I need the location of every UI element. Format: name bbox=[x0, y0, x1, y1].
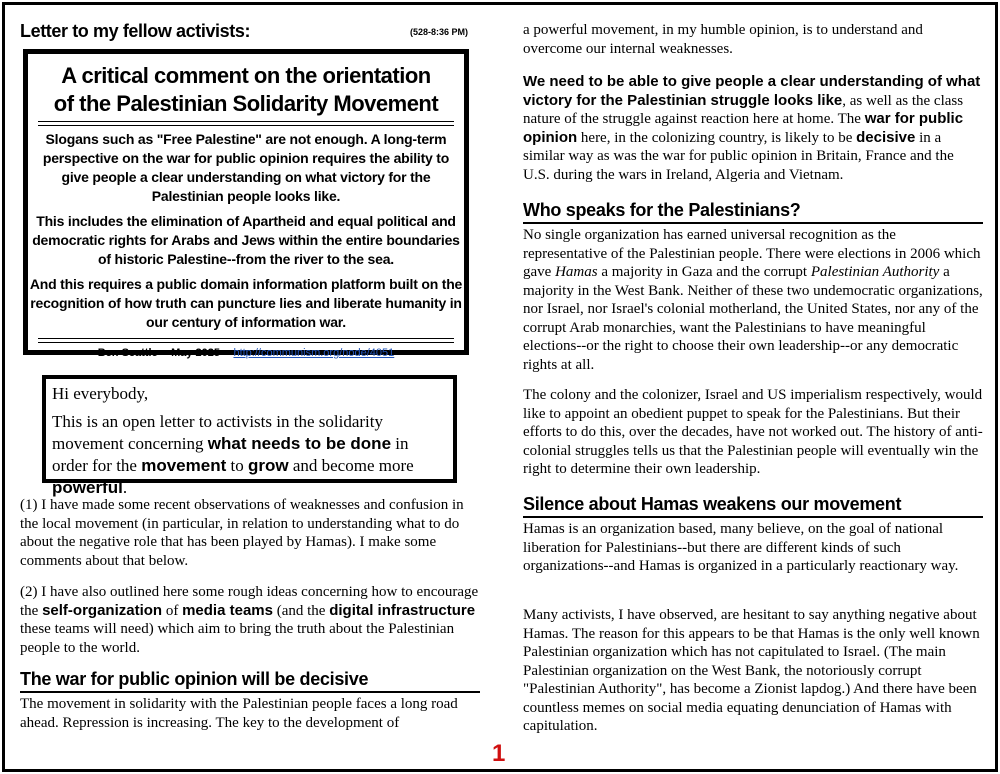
text-part: No single organization has earned universal recognition as the representative of the Palestinian people. There were elections in 2006 which gave bbox=[523, 227, 981, 280]
italic-part: Palestinian Authority bbox=[810, 264, 940, 280]
text-part: (2) I have also outlined here some rough ideas concerning how to encourage the bbox=[20, 584, 479, 619]
greeting: Hi everybody, bbox=[52, 384, 149, 403]
page-number: 1 bbox=[492, 740, 506, 767]
letter-title: Letter to my fellow activists: bbox=[20, 21, 251, 41]
signature-line bbox=[28, 347, 464, 359]
text-part: here, in the colonizing country, is likely to be bbox=[577, 129, 857, 146]
headline-divider-bottom bbox=[38, 338, 454, 343]
bold-part: decisive bbox=[856, 128, 916, 146]
bold-part: media teams bbox=[182, 601, 273, 619]
paragraph-text bbox=[523, 73, 983, 184]
headline-title-line1: A critical comment on the orientation bbox=[61, 63, 431, 88]
paragraph-silence-1 bbox=[523, 520, 983, 576]
text-part: (and the bbox=[272, 602, 330, 619]
paragraph-text: The colony and the colonizer, Israel and US imperialism respectively, would like to appoint an obedient puppet to speak for the Palestinians. But their efforts to do this, over the decades, have not worked out. The history of anti-colonial struggles tells us that the Palestinian people will eventually win the right to determine their own leadership. bbox=[523, 387, 983, 477]
signature: Ben Seattle -- May 2025 -- bbox=[97, 347, 231, 359]
greeting-bold-part: what needs to be done bbox=[207, 434, 392, 453]
headline-title-line2: of the Palestinian Solidarity Movement bbox=[53, 91, 439, 116]
text-part: a majority in Gaza and the corrupt bbox=[597, 264, 811, 280]
greeting-text-part: . bbox=[122, 478, 128, 497]
greeting-text-part: to bbox=[226, 456, 248, 475]
paragraph-text: The movement in solidarity with the Palestinian people faces a long road ahead. Repression is increasing. The key to the development of bbox=[20, 696, 458, 731]
bold-part: We need to be able to give people a clear understanding of what victory for the Palestinian struggle looks like bbox=[523, 73, 981, 109]
document-page bbox=[2, 2, 998, 772]
headline-box bbox=[23, 49, 469, 359]
time-stamp: (528-8:36 PM) bbox=[409, 27, 468, 37]
paragraph-text bbox=[20, 583, 480, 657]
greeting-bold-part: movement bbox=[141, 456, 227, 475]
headline-paragraph-2: This includes the elimination of Apartheid and equal political and democratic rights for Arabs and Jews within the entire boundaries of historic Palestine--from the river to the sea. bbox=[32, 213, 460, 267]
greeting-bold-part: grow bbox=[247, 456, 289, 475]
paragraph-observations bbox=[20, 496, 480, 570]
bold-part: war for public opinion bbox=[523, 110, 964, 146]
headline-paragraph-1: Slogans such as "Free Palestine" are not enough. A long-term perspective on the war for public opinion requires the ability to give people a clear understanding on what victory for the Palestinian people looks like. bbox=[42, 131, 450, 204]
text-part: , as well as the class nature of the struggle against reaction here at home. The bbox=[523, 92, 964, 127]
greeting-text-part: in order for the bbox=[52, 434, 409, 475]
section-heading-silence: Silence about Hamas weakens our movement bbox=[523, 494, 983, 518]
headline-paragraph-3: And this requires a public domain information platform built on the recognition of how truth can puncture lies and liberate humanity in our century of information war. bbox=[29, 276, 463, 330]
bold-part: digital infrastructure bbox=[329, 601, 476, 619]
greeting-box bbox=[42, 375, 457, 497]
paragraph-war bbox=[20, 695, 480, 732]
paragraph-text: a powerful movement, in my humble opinion, is to understand and overcome our internal weaknesses. bbox=[523, 22, 923, 57]
greeting-bold-part: powerful bbox=[52, 478, 123, 497]
greeting-text bbox=[52, 411, 447, 499]
headline-title bbox=[28, 62, 464, 118]
headline-divider bbox=[38, 121, 454, 126]
paragraph-text bbox=[523, 226, 983, 374]
bold-part: self-organization bbox=[42, 601, 163, 619]
text-part: in a similar way as was the war for public opinion in Britain, France and the U.S. during the wars in Ireland, Algeria and Vietnam. bbox=[523, 129, 954, 183]
section-heading-war: The war for public opinion will be decisive bbox=[20, 669, 480, 693]
paragraph-text: Many activists, I have observed, are hesitant to say anything negative about Hamas. The reason for this appears to be that Hamas is the only well known Palestinian organization which has not capitulated to Israel. (The main Palestinian organization on the West Bank, the notoriously corrupt "Palestinian Authority", has become a Zionist lapdog.) And there have been countless memes on social media equating denunciation of Hamas with capitulation. bbox=[523, 607, 980, 734]
paragraph-silence-2 bbox=[523, 606, 983, 736]
paragraph-text: (1) I have made some recent observations of weaknesses and confusion in the local movement (in particular, in relation to understanding what to do about the negative role that has been played by Hamas). I make some comments about that below. bbox=[20, 497, 464, 569]
italic-part: Hamas bbox=[555, 264, 598, 280]
paragraph-understanding bbox=[523, 73, 983, 184]
text-part: of bbox=[162, 602, 183, 619]
paragraph-speaks-2 bbox=[523, 386, 983, 479]
greeting-text-part: This is an open letter to activists in the solidarity movement concerning bbox=[52, 412, 383, 453]
paragraph-continued bbox=[523, 21, 983, 58]
source-link[interactable]: http://communism.org/node/4051 bbox=[233, 347, 395, 359]
text-part: these teams will need) which aim to bring the truth about the Palestinian people to the world. bbox=[20, 621, 455, 656]
text-part: a majority in the West Bank. Neither of these two undemocratic organizations, nor Israel, nor Israel's colonial motherland, the United States, nor any of the corrupt Arab monarchies, want the Palestinians to have meaningful elections--or the right to choose their own leadership--or any democratic rights at all. bbox=[523, 264, 983, 373]
paragraph-speaks-1 bbox=[523, 226, 983, 374]
section-heading-speaks: Who speaks for the Palestinians? bbox=[523, 200, 983, 224]
letter-header bbox=[20, 21, 482, 47]
greeting-text-part: and become more bbox=[288, 456, 414, 475]
paragraph-media-teams bbox=[20, 583, 480, 657]
paragraph-text: Hamas is an organization based, many believe, on the goal of national liberation for Palestinians--but there are different kinds of such organizations--and Hamas is organized in a particularly reactionary way. bbox=[523, 521, 959, 574]
